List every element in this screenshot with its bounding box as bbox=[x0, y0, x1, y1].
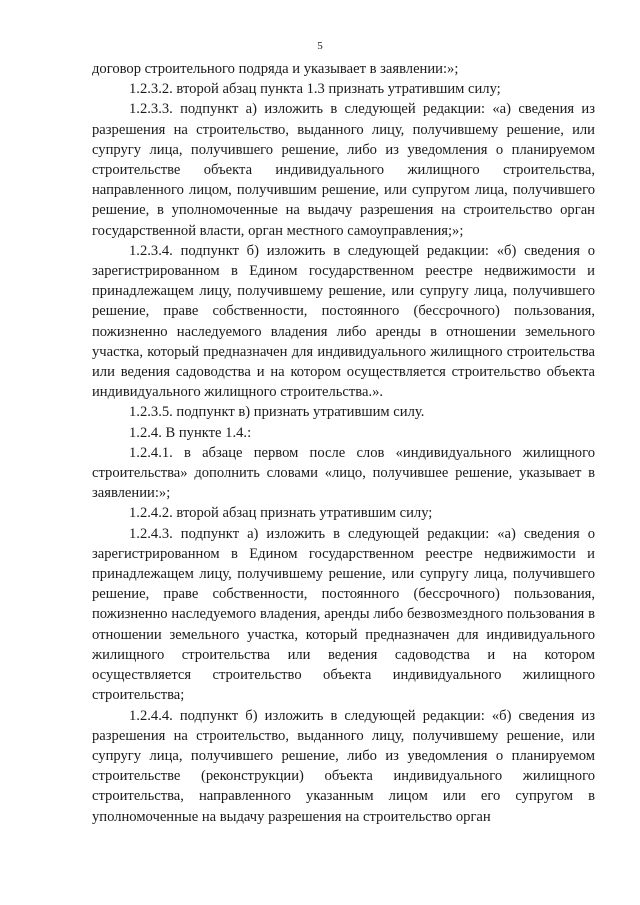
paragraph-1-2-4: 1.2.4. В пункте 1.4.: bbox=[129, 424, 252, 441]
paragraph-1-2-4-1: 1.2.4.1. в абзаце первом после слов «индивидуального жилищного строительства» дополнить словами «лицо, получившее решение, указывает в заявлении:»; bbox=[92, 444, 595, 502]
paragraph-1-2-3-5: 1.2.3.5. подпункт в) признать утратившим силу. bbox=[129, 404, 425, 421]
paragraph-1-2-4-3: 1.2.4.3. подпункт а) изложить в следующей редакции: «а) сведения о зарегистрированном в Едином государственном реестре недвижимости и принадлежащем лицу, получившему решение, или супругу лица, получившего решение, праве собственности, постоянного (бессрочного) пользования, пожизненно наследуемого владения, аренды либо безвозмездного пользования в отношении земельного участка, который предназначен для индивидуального жилищного строительства или ведения садоводства и на котором осуществляется строительство объекта индивидуального жилищного строительства; bbox=[92, 525, 595, 704]
paragraph-1-2-4-4: 1.2.4.4. подпункт б) изложить в следующей редакции: «б) сведения из разрешения на строительство, выданного лицу, получившему решение, или супругу лица, получившего решение, либо из уведомления о планируемом строительстве (реконструкции) объекта индивидуального жилищного строительства, направленного указанным лицом или его супругом в уполномоченные на выдачу разрешения на строительство орган bbox=[92, 707, 595, 825]
paragraph-1-2-3-3: 1.2.3.3. подпункт а) изложить в следующей редакции: «а) сведения из разрешения на строительство, выданного лицу, получившему решение, или супругу лица, получившего решение, либо из уведомления о планируемом строительстве объекта индивидуального жилищного строительства, направленного лицом, получившим решение, или супругом лица, получившего решение, в уполномоченные на выдачу разрешения на строительство орган государственной власти, орган местного самоуправления;»; bbox=[92, 101, 595, 239]
paragraph-1-2-3-4: 1.2.3.4. подпункт б) изложить в следующей редакции: «б) сведения о зарегистрированном в Едином государственном реестре недвижимости и принадлежащем лицу, получившему решение, или супругу лица, получившего решение, праве собственности, постоянного (бессрочного) пользования, пожизненно наследуемого владения либо аренды в отношении земельного участка, который предназначен для индивидуального жилищного строительства или ведения садоводства и на котором осуществляется строительство объекта индивидуального жилищного строительства.». bbox=[92, 242, 595, 401]
document-body bbox=[92, 59, 595, 827]
paragraph-continuation: договор строительного подряда и указывает в заявлении:»; bbox=[92, 61, 459, 77]
paragraph-1-2-4-2: 1.2.4.2. второй абзац признать утратившим силу; bbox=[129, 505, 433, 522]
paragraph-1-2-3-2: 1.2.3.2. второй абзац пункта 1.3 признать утратившим силу; bbox=[129, 81, 501, 98]
page-number: 5 bbox=[317, 40, 323, 52]
